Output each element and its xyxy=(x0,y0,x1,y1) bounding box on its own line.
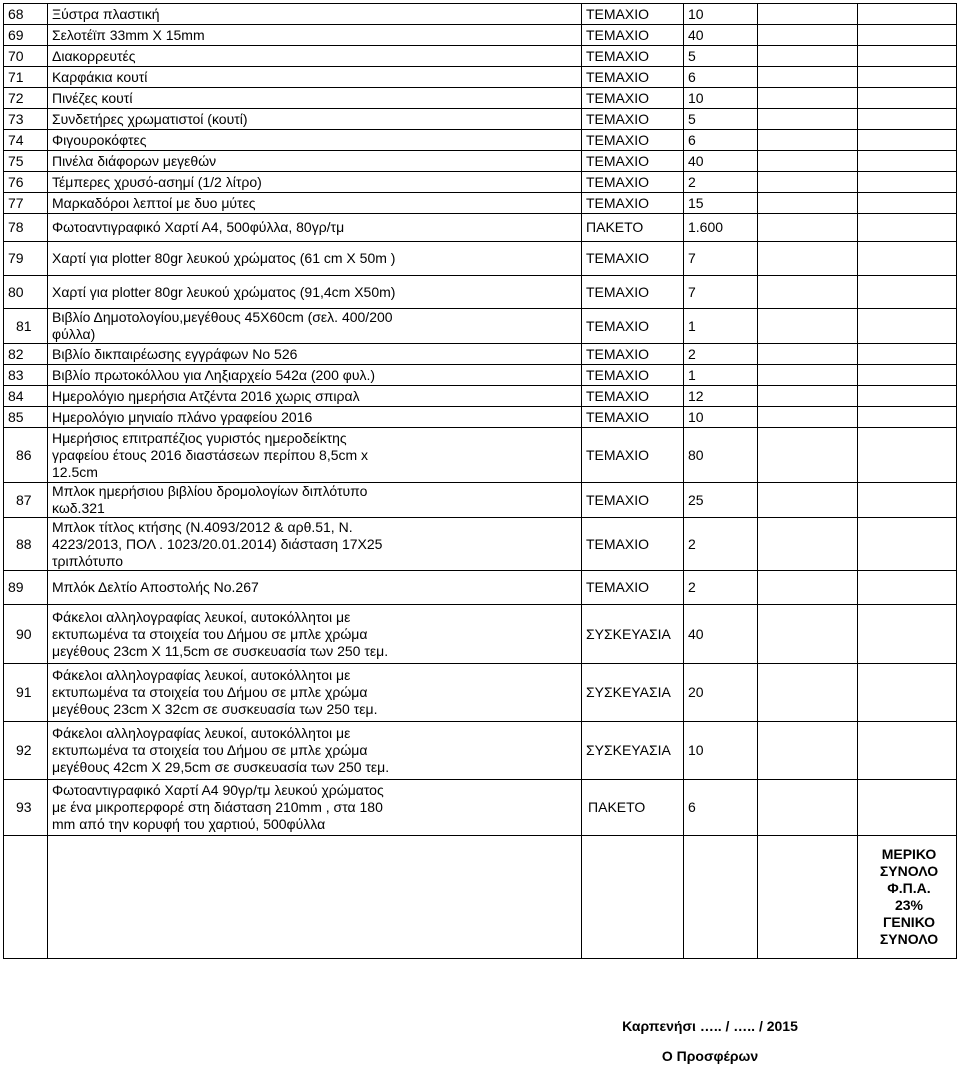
table-row xyxy=(4,151,957,172)
table-row xyxy=(4,407,957,428)
item-unit: ΤΕΜΑΧΙΟ xyxy=(582,25,684,46)
item-quantity: 20 xyxy=(684,664,758,722)
table-row xyxy=(4,193,957,214)
item-total xyxy=(858,214,957,242)
table-row xyxy=(4,428,957,483)
item-description: Καρφάκια κουτί xyxy=(48,67,582,88)
item-unit: ΤΕΜΑΧΙΟ xyxy=(582,276,684,309)
item-unit: ΤΕΜΑΧΙΟ xyxy=(582,344,684,365)
item-total xyxy=(858,67,957,88)
table-row xyxy=(4,88,957,109)
item-total xyxy=(858,664,957,722)
totals-blank-cell xyxy=(758,836,858,959)
item-unit: ΤΕΜΑΧΙΟ xyxy=(582,109,684,130)
item-unit: ΤΕΜΑΧΙΟ xyxy=(582,172,684,193)
item-quantity: 10 xyxy=(684,88,758,109)
item-quantity: 2 xyxy=(684,571,758,605)
item-quantity: 12 xyxy=(684,386,758,407)
item-description: Ξύστρα πλαστική xyxy=(48,4,582,25)
item-total xyxy=(858,344,957,365)
item-number: 93 xyxy=(4,780,48,836)
item-description: Φωτοαντιγραφικό Χαρτί Α4, 500φύλλα, 80γρ/τμ xyxy=(48,214,582,242)
item-description: Τέμπερες χρυσό-ασημί (1/2 λίτρο) xyxy=(48,172,582,193)
item-unit-price xyxy=(758,242,858,276)
item-unit: ΠΑΚΕΤΟ xyxy=(582,214,684,242)
item-total xyxy=(858,428,957,483)
item-total xyxy=(858,386,957,407)
item-unit-price xyxy=(758,193,858,214)
item-quantity: 2 xyxy=(684,518,758,571)
table-row xyxy=(4,365,957,386)
item-total xyxy=(858,722,957,780)
item-number: 75 xyxy=(4,151,48,172)
item-unit-price xyxy=(758,214,858,242)
item-quantity: 15 xyxy=(684,193,758,214)
item-unit: ΤΕΜΑΧΙΟ xyxy=(582,571,684,605)
totals-label: ΜΕΡΙΚΟ ΣΥΝΟΛΟ Φ.Π.Α. 23% ΓΕΝΙΚΟ ΣΥΝΟΛΟ xyxy=(858,836,957,959)
item-quantity: 6 xyxy=(684,780,758,836)
item-quantity: 1.600 xyxy=(684,214,758,242)
item-number: 81 xyxy=(4,309,48,344)
item-unit-price xyxy=(758,276,858,309)
item-unit: ΤΕΜΑΧΙΟ xyxy=(582,483,684,518)
item-unit: ΤΕΜΑΧΙΟ xyxy=(582,193,684,214)
item-description: Πινέζες κουτί xyxy=(48,88,582,109)
table-row xyxy=(4,344,957,365)
item-unit: ΣΥΣΚΕΥΑΣΙΑ xyxy=(582,664,684,722)
item-quantity: 1 xyxy=(684,309,758,344)
item-number: 78 xyxy=(4,214,48,242)
item-unit-price xyxy=(758,605,858,664)
table-row xyxy=(4,130,957,151)
item-total xyxy=(858,109,957,130)
table-row xyxy=(4,780,957,836)
item-unit-price xyxy=(758,67,858,88)
item-quantity: 7 xyxy=(684,276,758,309)
item-total xyxy=(858,4,957,25)
item-number: 88 xyxy=(4,518,48,571)
item-description: Χαρτί για plotter 80gr λευκού χρώματος (91,4cm X50m) xyxy=(48,276,582,309)
table-row xyxy=(4,664,957,722)
item-number: 90 xyxy=(4,605,48,664)
item-total xyxy=(858,46,957,67)
item-quantity: 6 xyxy=(684,130,758,151)
table-row xyxy=(4,25,957,46)
item-unit-price xyxy=(758,428,858,483)
item-number: 68 xyxy=(4,4,48,25)
item-quantity: 2 xyxy=(684,344,758,365)
item-quantity: 40 xyxy=(684,151,758,172)
item-number: 69 xyxy=(4,25,48,46)
table-row xyxy=(4,4,957,25)
item-unit-price xyxy=(758,571,858,605)
table-row xyxy=(4,214,957,242)
item-total xyxy=(858,88,957,109)
item-quantity: 40 xyxy=(684,605,758,664)
item-unit-price xyxy=(758,518,858,571)
item-unit: ΤΕΜΑΧΙΟ xyxy=(582,309,684,344)
item-quantity: 10 xyxy=(684,407,758,428)
item-unit-price xyxy=(758,4,858,25)
item-unit-price xyxy=(758,88,858,109)
item-unit: ΤΕΜΑΧΙΟ xyxy=(582,407,684,428)
item-number: 89 xyxy=(4,571,48,605)
item-total xyxy=(858,276,957,309)
item-total xyxy=(858,780,957,836)
item-total xyxy=(858,571,957,605)
item-total xyxy=(858,151,957,172)
item-quantity: 6 xyxy=(684,67,758,88)
item-unit-price xyxy=(758,109,858,130)
item-unit-price xyxy=(758,722,858,780)
table-row xyxy=(4,518,957,571)
item-total xyxy=(858,518,957,571)
item-description: Φιγουροκόφτες xyxy=(48,130,582,151)
place-date: Καρπενήσι ….. / ….. / 2015 xyxy=(622,1018,798,1034)
totals-blank-cell xyxy=(582,836,684,959)
item-description: Ημερολόγιο ημερήσια Ατζέντα 2016 χωρις σπιραλ xyxy=(48,386,582,407)
item-unit-price xyxy=(758,172,858,193)
item-description: Χαρτί για plotter 80gr λευκού χρώματος (61 cm X 50m ) xyxy=(48,242,582,276)
item-unit: ΠΑΚΕΤΟ xyxy=(582,780,684,836)
item-total xyxy=(858,407,957,428)
item-quantity: 25 xyxy=(684,483,758,518)
item-total xyxy=(858,309,957,344)
item-description: Σελοτέϊπ 33mm X 15mm xyxy=(48,25,582,46)
item-total xyxy=(858,242,957,276)
item-total xyxy=(858,172,957,193)
item-unit-price xyxy=(758,309,858,344)
table-row xyxy=(4,276,957,309)
totals-blank-cell xyxy=(684,836,758,959)
totals-row xyxy=(4,836,957,959)
item-unit-price xyxy=(758,25,858,46)
item-number: 85 xyxy=(4,407,48,428)
item-total xyxy=(858,483,957,518)
item-number: 80 xyxy=(4,276,48,309)
item-unit: ΤΕΜΑΧΙΟ xyxy=(582,46,684,67)
item-quantity: 7 xyxy=(684,242,758,276)
item-unit-price xyxy=(758,130,858,151)
item-quantity: 2 xyxy=(684,172,758,193)
item-quantity: 5 xyxy=(684,46,758,67)
item-description: Πινέλα διάφορων μεγεθών xyxy=(48,151,582,172)
item-description: Ημερήσιος επιτραπέζιος γυριστός ημεροδείκτης γραφείου έτους 2016 διαστάσεων περίπου 8,5cm x 12.5cm xyxy=(48,428,582,483)
item-description: Διακορρευτές xyxy=(48,46,582,67)
table-row xyxy=(4,309,957,344)
item-unit-price xyxy=(758,386,858,407)
item-number: 79 xyxy=(4,242,48,276)
item-unit: ΤΕΜΑΧΙΟ xyxy=(582,130,684,151)
item-description: Ημερολόγιο μηνιαίο πλάνο γραφείου 2016 xyxy=(48,407,582,428)
item-description: Φωτοαντιγραφικό Χαρτί Α4 90γρ/τμ λευκού χρώματος με ένα μικροπερφορέ στη διάσταση 210mm , στα 180 mm από την κορυφή του χαρτιού, 500φύλλα xyxy=(48,780,582,836)
table-row xyxy=(4,172,957,193)
totals-blank-cell xyxy=(48,836,582,959)
item-description: Μπλοκ τίτλος κτήσης (Ν.4093/2012 & αρθ.51, Ν. 4223/2013, ΠΟΛ . 1023/20.01.2014) διάσταση 17X25 τριπλότυπο xyxy=(48,518,582,571)
item-total xyxy=(858,605,957,664)
item-unit: ΤΕΜΑΧΙΟ xyxy=(582,428,684,483)
item-unit: ΤΕΜΑΧΙΟ xyxy=(582,518,684,571)
item-description: Συνδετήρες χρωματιστοί (κουτί) xyxy=(48,109,582,130)
item-number: 70 xyxy=(4,46,48,67)
item-number: 87 xyxy=(4,483,48,518)
item-quantity: 1 xyxy=(684,365,758,386)
item-unit-price xyxy=(758,46,858,67)
table-row xyxy=(4,46,957,67)
item-description: Βιβλίο Δημοτολογίου,μεγέθους 45X60cm (σελ. 400/200 φύλλα) xyxy=(48,309,582,344)
table-row xyxy=(4,67,957,88)
item-unit-price xyxy=(758,780,858,836)
item-total xyxy=(858,193,957,214)
item-unit: ΤΕΜΑΧΙΟ xyxy=(582,88,684,109)
item-description: Μαρκαδόροι λεπτοί με δυο μύτες xyxy=(48,193,582,214)
item-quantity: 10 xyxy=(684,722,758,780)
item-unit-price xyxy=(758,407,858,428)
table-row xyxy=(4,386,957,407)
item-unit: ΤΕΜΑΧΙΟ xyxy=(582,386,684,407)
item-number: 73 xyxy=(4,109,48,130)
item-unit: ΤΕΜΑΧΙΟ xyxy=(582,67,684,88)
item-quantity: 80 xyxy=(684,428,758,483)
item-total xyxy=(858,130,957,151)
item-unit: ΤΕΜΑΧΙΟ xyxy=(582,242,684,276)
item-quantity: 40 xyxy=(684,25,758,46)
item-unit: ΣΥΣΚΕΥΑΣΙΑ xyxy=(582,605,684,664)
table-row xyxy=(4,483,957,518)
item-unit-price xyxy=(758,365,858,386)
table-row xyxy=(4,571,957,605)
item-number: 83 xyxy=(4,365,48,386)
item-unit: ΤΕΜΑΧΙΟ xyxy=(582,4,684,25)
item-unit: ΣΥΣΚΕΥΑΣΙΑ xyxy=(582,722,684,780)
totals-blank-cell xyxy=(4,836,48,959)
table-row xyxy=(4,109,957,130)
item-quantity: 10 xyxy=(684,4,758,25)
item-number: 92 xyxy=(4,722,48,780)
item-unit: ΤΕΜΑΧΙΟ xyxy=(582,365,684,386)
item-description: Μπλόκ Δελτίο Αποστολής Νο.267 xyxy=(48,571,582,605)
item-number: 71 xyxy=(4,67,48,88)
item-number: 82 xyxy=(4,344,48,365)
item-unit-price xyxy=(758,483,858,518)
table-row xyxy=(4,242,957,276)
item-description: Φάκελοι αλληλογραφίας λευκοί, αυτοκόλλητοι με εκτυπωμένα τα στοιχεία του Δήμου σε μπλε χρώμα μεγέθους 23cm X 32cm σε συσκευασία των 250 τεμ. xyxy=(48,664,582,722)
signature-label: Ο Προσφέρων xyxy=(661,1048,759,1064)
item-number: 74 xyxy=(4,130,48,151)
item-unit-price xyxy=(758,664,858,722)
item-unit-price xyxy=(758,344,858,365)
table-row xyxy=(4,722,957,780)
table-row xyxy=(4,605,957,664)
item-number: 72 xyxy=(4,88,48,109)
item-number: 76 xyxy=(4,172,48,193)
item-number: 77 xyxy=(4,193,48,214)
item-total xyxy=(858,365,957,386)
item-description: Μπλοκ ημερήσιου βιβλίου δρομολογίων διπλότυπο κωδ.321 xyxy=(48,483,582,518)
item-number: 86 xyxy=(4,428,48,483)
item-number: 84 xyxy=(4,386,48,407)
item-description: Βιβλίο πρωτοκόλλου για Ληξιαρχείο 542α (200 φυλ.) xyxy=(48,365,582,386)
item-description: Φάκελοι αλληλογραφίας λευκοί, αυτοκόλλητοι με εκτυπωμένα τα στοιχεία του Δήμου σε μπλε χρώμα μεγέθους 42cm X 29,5cm σε συσκευασία των 250 τεμ. xyxy=(48,722,582,780)
item-quantity: 5 xyxy=(684,109,758,130)
item-unit-price xyxy=(758,151,858,172)
item-description: Φάκελοι αλληλογραφίας λευκοί, αυτοκόλλητοι με εκτυπωμένα τα στοιχεία του Δήμου σε μπλε χρώμα μεγέθους 23cm X 11,5cm σε συσκευασία των 250 τεμ. xyxy=(48,605,582,664)
items-body xyxy=(4,4,957,959)
item-number: 91 xyxy=(4,664,48,722)
item-total xyxy=(858,25,957,46)
item-description: Βιβλίο δικπαιρέωσης εγγράφων Νο 526 xyxy=(48,344,582,365)
item-unit: ΤΕΜΑΧΙΟ xyxy=(582,151,684,172)
items-table xyxy=(3,3,957,959)
